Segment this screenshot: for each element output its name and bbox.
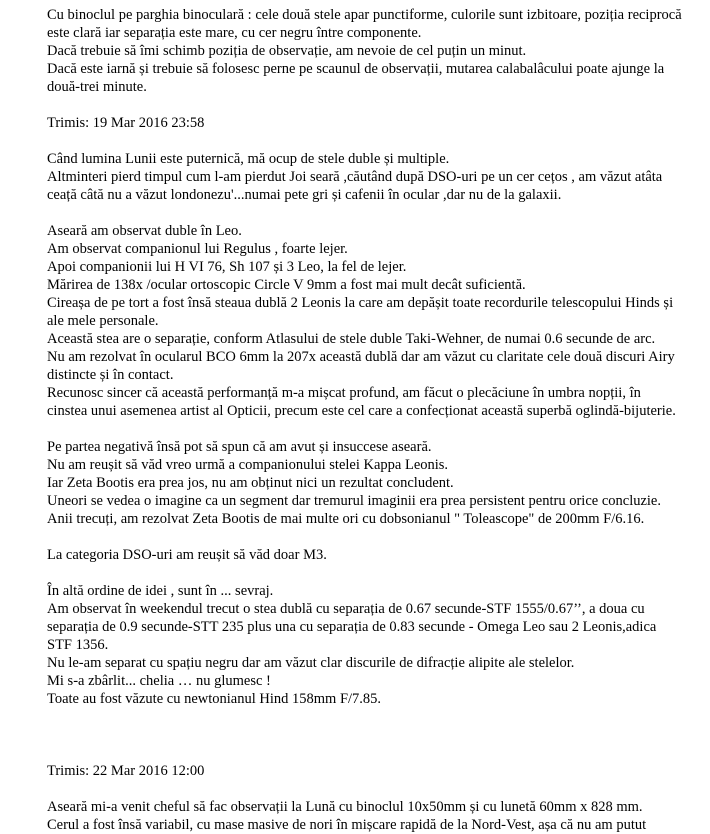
paragraph [47,222,692,420]
text-line: Anii trecuți, am rezolvat Zeta Bootis de mai multe ori cu dobsonianul " Toleascope" de 200mm F/6.16. [47,511,645,527]
paragraph [47,798,692,834]
paragraph [47,582,692,708]
paragraph-gap [47,204,692,222]
paragraph [47,150,692,204]
text-line: Am observat companionul lui Regulus , foarte lejer. [47,241,348,257]
paragraph [47,438,692,528]
text-line: Cu binoclul pe parghia binoculară : cele două stele apar punctiforme, culorile sunt izbitoare, poziția reciprocă [47,7,682,23]
text-line: Cireașa de pe tort a fost însă steaua dublă 2 Leonis la care am depășit toate recordurile telescopului Hinds și [47,295,674,311]
text-line: Recunosc sincer că această performanță m-a mișcat profund, am făcut o plecăciune în umbra nopții, în [47,385,641,401]
text-line: Mi s-a zbârlit... chelia … nu glumesc ! [47,673,271,689]
text-line: Trimis: 22 Mar 2016 12:00 [47,763,205,779]
text-line: separația de 0.9 secunde-STT 235 plus una cu separația de 0.83 secunde - Omega Leo sau 2 Leonis,adica [47,619,657,635]
text-line: două-trei minute. [47,79,147,95]
text-line: Aseară am observat duble în Leo. [47,223,242,239]
paragraph-gap [47,132,692,150]
text-line: Cerul a fost însă variabil, cu mase masive de nori în mișcare rapidă de la Nord-Vest, așa că nu am putut [47,817,647,833]
text-line: cinstea unui asemenea artist al Opticii, precum este cel care a confecționat această superbă oglindă-bijuterie. [47,403,676,419]
text-line: STF 1356. [47,637,109,653]
text-line: ale mele personale. [47,313,159,329]
text-line: Aseară mi-a venit cheful să fac observații la Lună cu binoclul 10x50mm și cu lunetă 60mm x 828 mm. [47,799,643,815]
text-line: Mărirea de 138x /ocular ortoscopic Circle V 9mm a fost mai mult decât suficientă. [47,277,526,293]
paragraph-gap [47,726,692,744]
text-line: Iar Zeta Bootis era prea jos, nu am obținut nici un rezultat concludent. [47,475,454,491]
text-line: Nu am rezolvat în ocularul BCO 6mm la 207x această dublă dar am văzut cu claritate cele două discuri Airy [47,349,675,365]
paragraph-gap [47,420,692,438]
text-line: Când lumina Lunii este puternică, mă ocup de stele duble și multiple. [47,151,450,167]
paragraph-gap [47,528,692,546]
paragraph-gap [47,744,692,762]
text-line: distincte și în contact. [47,367,174,383]
text-line: este clară iar separația este mare, cu cer negru între componente. [47,25,422,41]
text-line: Nu le-am separat cu spațiu negru dar am văzut clar discurile de difracție alipite ale stelelor. [47,655,575,671]
text-line: Am observat în weekendul trecut o stea dublă cu separația de 0.67 secunde-STF 1555/0.67’’, a doua cu [47,601,645,617]
text-line: În altă ordine de idei , sunt în ... sevraj. [47,583,274,599]
paragraph [47,546,692,564]
text-line: Dacă trebuie să îmi schimb poziția de observație, am nevoie de cel puțin un minut. [47,43,527,59]
paragraph-gap [47,708,692,726]
text-line: Toate au fost văzute cu newtonianul Hind 158mm F/7.85. [47,691,382,707]
text-line: Această stea are o separație, conform Atlasului de stele duble Taki-Wehner, de numai 0.6 secunde de arc. [47,331,656,347]
text-line: ceață câtă nu a văzut londonezu'...numai pete gri și cafenii în ocular ,dar nu de la galaxii. [47,187,562,203]
paragraph [47,6,692,96]
paragraph [47,762,692,780]
text-line: La categoria DSO-uri am reușit să văd doar M3. [47,547,327,563]
text-line: Nu am reușit să văd vreo urmă a companionului stelei Kappa Leonis. [47,457,449,473]
paragraph-gap [47,780,692,798]
paragraph-gap [47,564,692,582]
text-line: Dacă este iarnă și trebuie să folosesc perne pe scaunul de observații, mutarea calabalâcului poate ajunge la [47,61,665,77]
paragraph-gap [47,96,692,114]
text-line: Pe partea negativă însă pot să spun că am avut și insuccese aseară. [47,439,432,455]
text-line: Trimis: 19 Mar 2016 23:58 [47,115,205,131]
text-line: Uneori se vedea o imagine ca un segment dar tremurul imaginii era prea persistent pentru orice concluzie. [47,493,661,509]
text-line: Apoi companionii lui H VI 76, Sh 107 și 3 Leo, la fel de lejer. [47,259,407,275]
text-line: Altminteri pierd timpul cum l-am pierdut Joi seară ,căutând după DSO-uri pe un cer cețos , am văzut atâta [47,169,663,185]
document-body [47,6,692,834]
paragraph [47,114,692,132]
